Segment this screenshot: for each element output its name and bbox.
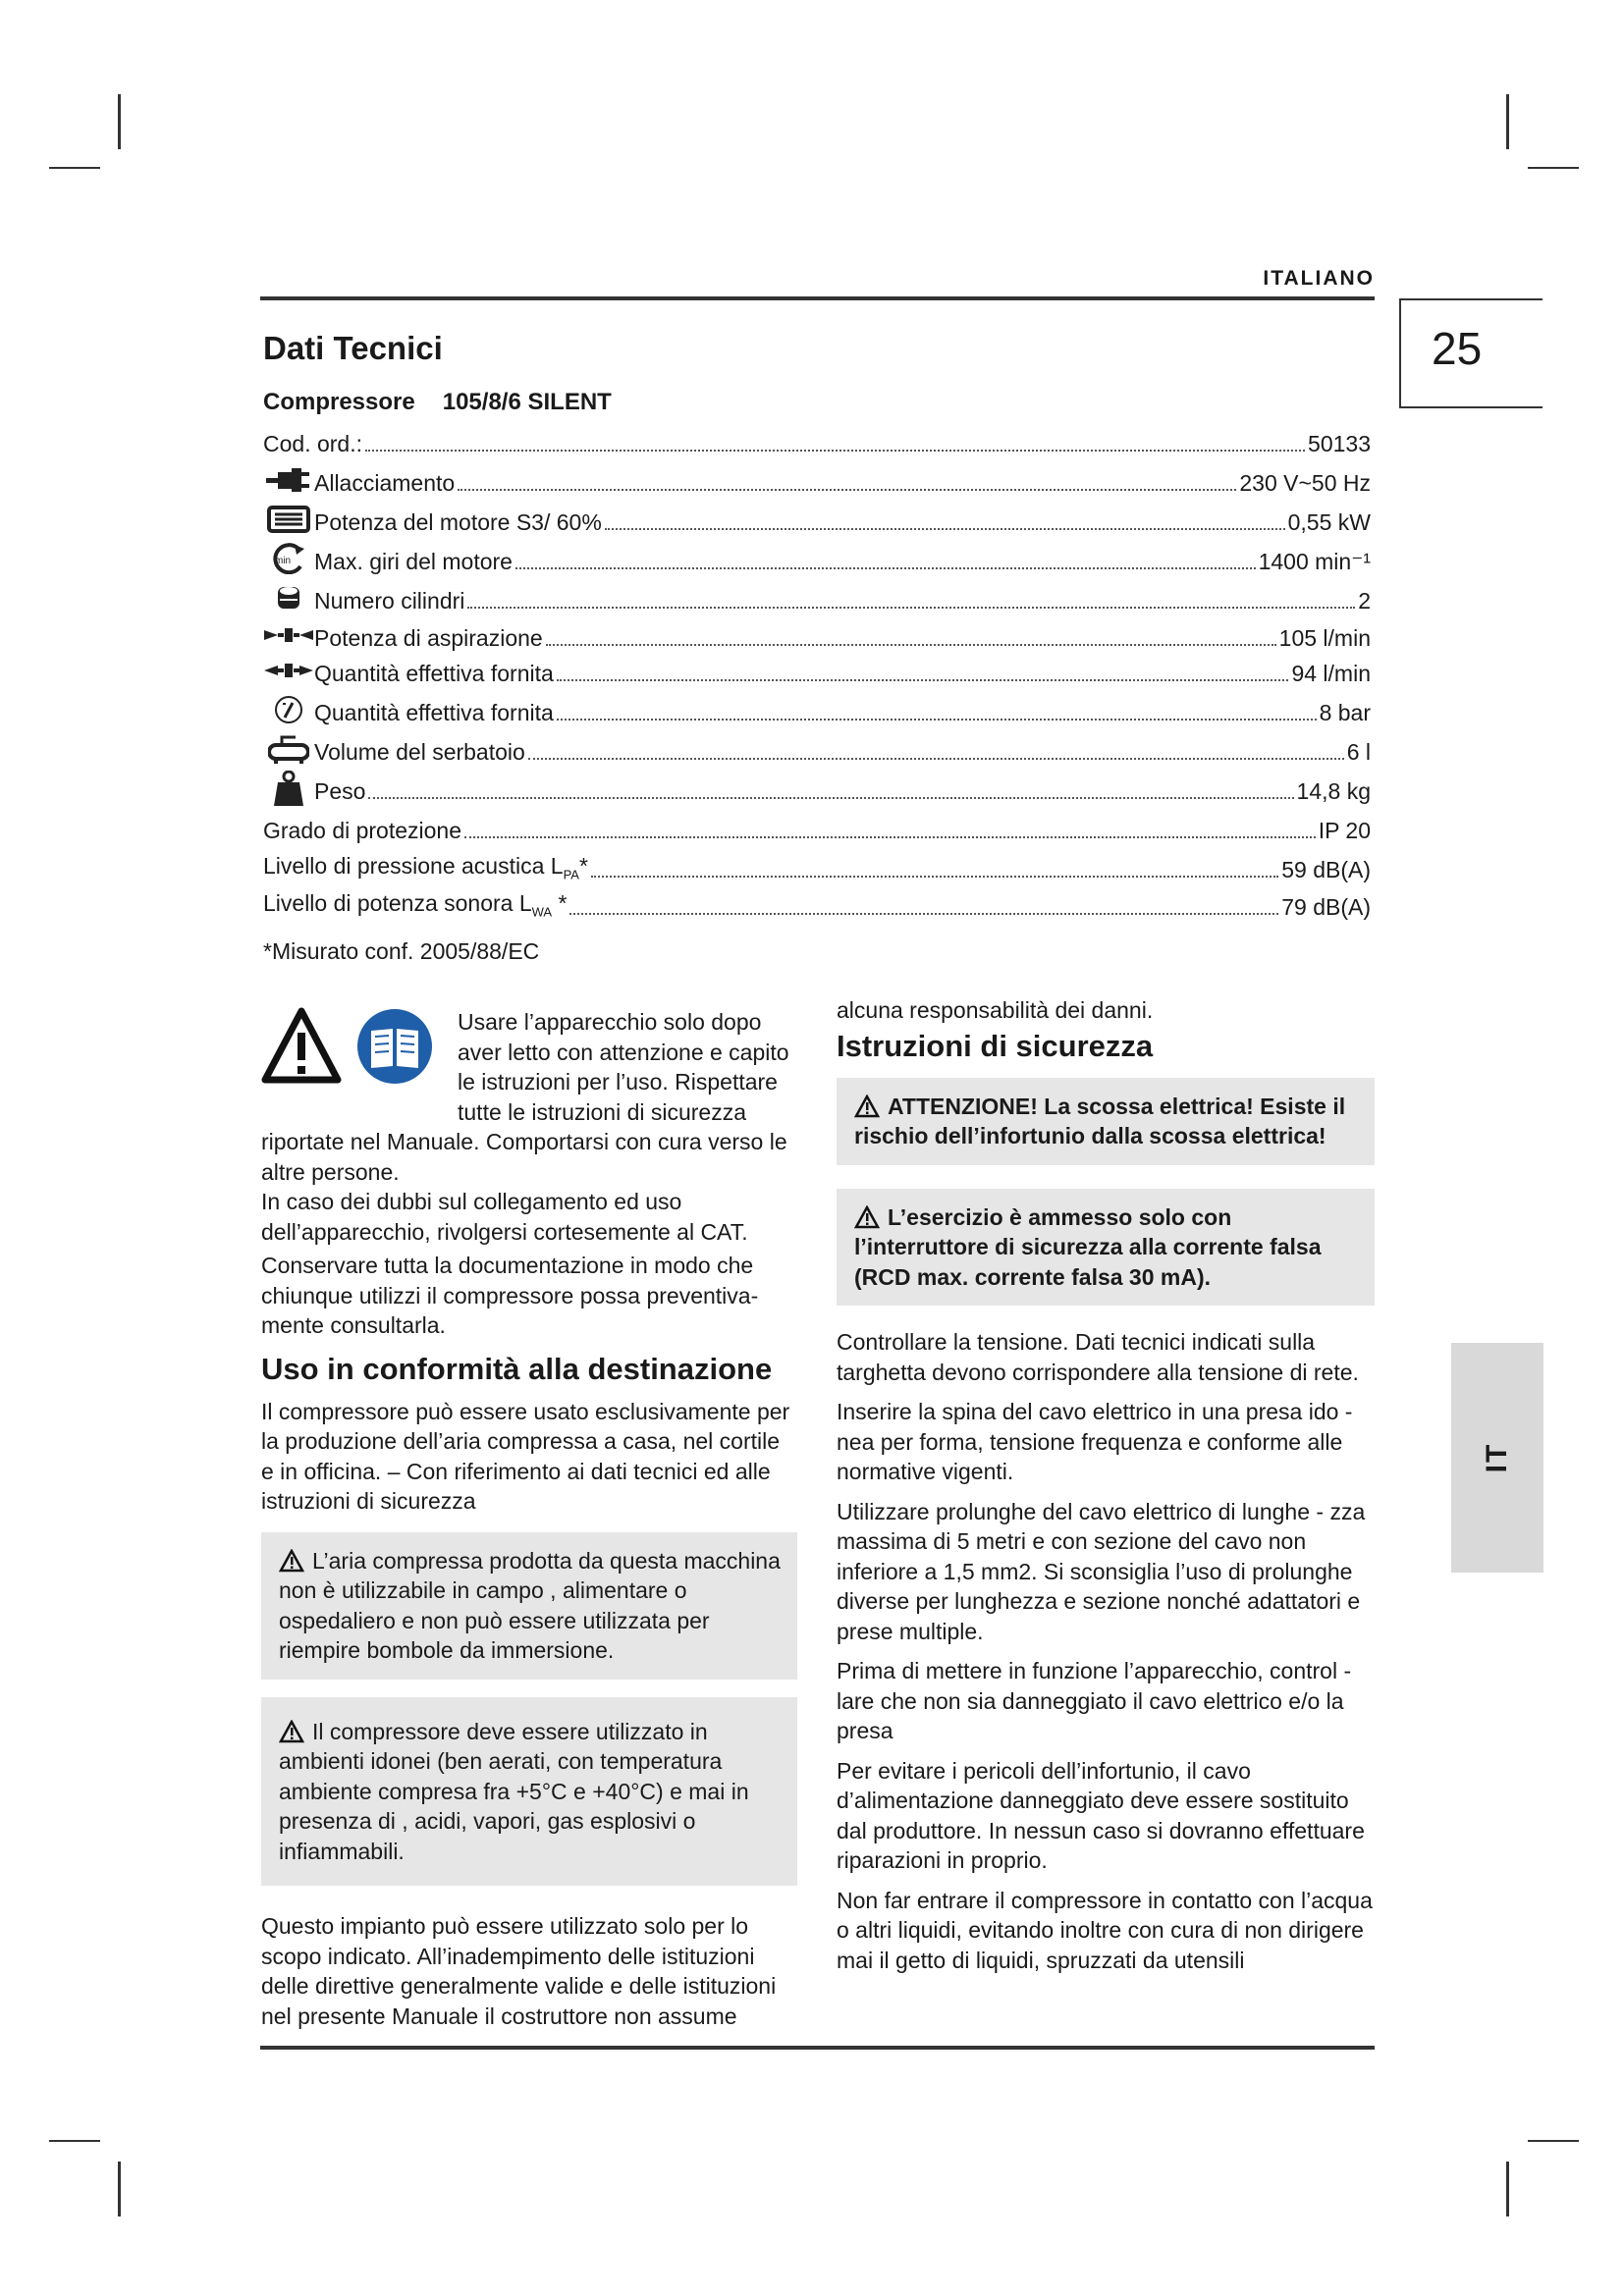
model-value: 105/8/6 SILENT — [442, 389, 612, 415]
spec-label-suffix: * — [552, 890, 568, 917]
spec-value: 105 l/min — [1278, 625, 1371, 651]
spec-label-text: Livello di potenza sonora L — [263, 890, 532, 917]
spec-footnote: *Misurato conf. 2005/88/EC — [263, 938, 540, 964]
spec-row — [263, 693, 1371, 724]
spec-row — [263, 542, 1371, 573]
plug-icon — [263, 465, 314, 495]
spec-label — [263, 855, 588, 881]
spec-label: Max. giri del motore — [314, 549, 513, 574]
language-label: ITALIANO — [1263, 267, 1375, 290]
spec-label-subscript: WA — [531, 905, 553, 920]
output-icon — [263, 656, 314, 685]
spec-value: 50133 — [1308, 431, 1371, 456]
model-line — [263, 389, 639, 416]
spec-label: Allacciamento — [314, 470, 456, 496]
spec-row — [263, 424, 1371, 455]
intro-block — [261, 1007, 797, 1341]
intro-paragraph: In caso dei dubbi sul collegamento ed uso dell’apparecchio, rivolgersi cortesemente al CAT. — [261, 1189, 748, 1245]
warning-triangle-icon — [854, 1095, 880, 1118]
warning-box — [261, 1532, 797, 1680]
rpm-icon — [263, 544, 314, 573]
warning-triangle-icon — [854, 1205, 880, 1229]
dot-leader — [515, 566, 1256, 569]
spec-row — [263, 850, 1371, 881]
intended-use-paragraph: Il compressore può essere usato esclusivamente per la produzione dell’aria compressa a casa, nel cortile e in officina. – Con riferimento ai dati tecnici ed alle istruzioni di sicurezza — [261, 1398, 790, 1515]
spec-label-suffix: * — [578, 853, 588, 880]
intro-icons — [261, 1007, 452, 1101]
warning-triangle-icon — [279, 1720, 304, 1743]
warning-text: L’aria compressa prodotta da questa macchina non è utilizzabile in campo , alimentare o ospedaliero e non può essere utilizzata per riempire bombole da immersione. — [279, 1547, 781, 1664]
safety-paragraph: Per evitare i pericoli dell’infortunio, il cavo d’alimentazione danneggiato deve essere sostituito dal produttore. In nessun caso si dovranno effettuare riparazioni in proprio. — [837, 1757, 1365, 1874]
spec-row — [263, 732, 1371, 764]
spec-value: 94 l/min — [1291, 661, 1371, 686]
spec-value: 8 bar — [1319, 700, 1371, 725]
warning-text: Il compressore deve essere utilizzato in ambienti idonei (ben aerati, con temperatura ambiente compresa fra +5°C e +40°C) e mai in presenza di , acidi, vapori, gas esplosivi o infiammabili. — [279, 1718, 749, 1864]
spec-value: 79 dB(A) — [1281, 894, 1371, 920]
intro-paragraph: Conservare tutta la documentazione in modo che chiunque utilizzi il compressore possa preventiva-mente consultarla. — [261, 1253, 759, 1338]
page-number: 25 — [1432, 323, 1483, 374]
spec-label: Quantità effettiva fornita — [314, 700, 554, 725]
spec-row — [263, 503, 1371, 534]
spec-row — [263, 811, 1371, 842]
spec-label: Peso — [314, 778, 366, 804]
specs-title: Dati Tecnici — [263, 330, 443, 366]
warning-box — [837, 1189, 1375, 1307]
spec-value: 59 dB(A) — [1281, 857, 1371, 882]
warning-triangle-icon — [261, 1007, 342, 1084]
spec-row — [263, 581, 1371, 613]
crop-mark — [1528, 2140, 1579, 2142]
safety-paragraph: Utilizzare prolunghe del cavo elettrico di lunghe - zza massima di 5 metri e con sezione del cavo non inferiore a 1,5 mm2. Si sconsiglia l’uso di prolunghe diverse per lunghezza e sezione nonché adattatori e prese multiple. — [837, 1498, 1366, 1644]
crop-mark — [1506, 94, 1509, 149]
spec-row — [263, 654, 1371, 685]
crop-mark — [1506, 2162, 1509, 2216]
safety-paragraph: Prima di mettere in funzione l’apparecchio, control - lare che non sia danneggiato il cavo elettrico e/o la presa — [837, 1658, 1352, 1744]
spec-row — [263, 463, 1371, 495]
spec-label: Potenza del motore S3/ 60% — [314, 509, 602, 535]
footer-rule — [260, 2046, 1375, 2050]
crop-mark — [118, 94, 121, 149]
spec-value: IP 20 — [1318, 818, 1371, 843]
spec-label — [263, 892, 567, 919]
safety-paragraph: Non far entrare il compressore in contatto con l’acqua o altri liquidi, evitando inoltre con cura di non dirigere mai il getto di liquidi, spruzzati da utensili — [837, 1887, 1373, 1973]
spec-label: Quantità effettiva fornita — [314, 661, 554, 686]
dot-leader — [467, 606, 1355, 609]
safety-paragraph: Controllare la tensione. Dati tecnici indicati sulla targhetta devono corrispondere alla tensione di rete. — [837, 1329, 1359, 1385]
spec-label-text: Livello di pressione acustica L — [263, 853, 564, 880]
weight-icon — [263, 774, 314, 803]
spec-value: 230 V~50 Hz — [1239, 470, 1371, 496]
spec-row — [263, 618, 1371, 650]
spec-value: 1400 min⁻¹ — [1258, 549, 1371, 574]
section-heading-safety: Istruzioni di sicurezza — [837, 1028, 1154, 1063]
closing-paragraph: Questo impianto può essere utilizzato solo per lo scopo indicato. All’inadempimento delle istituzioni delle direttive generalmente valide e delle istituzioni nel presente Manuale il costruttore non assume — [261, 1913, 777, 2029]
cylinder-icon — [263, 583, 314, 613]
spec-label: Volume del serbatoio — [314, 739, 525, 765]
spec-value: 0,55 kW — [1287, 509, 1371, 535]
spec-value: 2 — [1358, 588, 1371, 614]
dot-leader — [605, 527, 1285, 530]
dot-leader — [458, 488, 1236, 491]
crop-mark — [49, 2140, 100, 2142]
dot-leader — [591, 875, 1278, 878]
warning-text: ATTENZIONE! La scossa elettrica! Esiste il rischio dell’infortunio dalla scossa elettrica! — [854, 1093, 1346, 1149]
intro-paragraph: Usare l’apparecchio solo dopo aver letto con attenzione e capito le istruzioni per l’uso. Rispettare tutte le istruzioni di sicurezza riportate nel Manuale. Comportarsi con cura verso le altre persone. — [261, 1009, 789, 1185]
dot-leader — [464, 835, 1316, 838]
spec-label: Grado di protezione — [263, 818, 462, 843]
warning-triangle-icon — [279, 1549, 304, 1573]
dot-leader — [528, 757, 1344, 760]
read-manual-icon — [355, 1007, 434, 1086]
dot-leader — [557, 678, 1289, 681]
pressure-gauge-icon — [263, 695, 314, 724]
warning-box — [261, 1697, 797, 1887]
intake-icon — [263, 620, 314, 650]
tank-icon — [263, 734, 314, 764]
left-column — [261, 1007, 797, 2041]
section-heading-intended-use: Uso in conformità alla destinazione — [261, 1351, 773, 1386]
spec-label-subscript: PA — [563, 868, 579, 882]
side-tab-label: IT — [1481, 1442, 1513, 1473]
dot-leader — [569, 912, 1278, 915]
spec-row — [263, 772, 1371, 803]
spec-row — [263, 887, 1371, 919]
continuation-paragraph: alcuna responsabilità dei danni. — [837, 997, 1154, 1023]
crop-mark — [1528, 167, 1579, 169]
svg-text:min: min — [275, 556, 292, 566]
model-label: Compressore — [263, 389, 415, 415]
crop-mark — [118, 2162, 121, 2216]
header-rule — [260, 296, 1375, 300]
dot-leader — [368, 796, 1293, 799]
language-side-tab — [1451, 1343, 1543, 1573]
spec-value: 6 l — [1346, 739, 1371, 765]
spec-label: Potenza di aspirazione — [314, 625, 543, 651]
dot-leader — [557, 718, 1317, 721]
warning-text: L’esercizio è ammesso solo con l’interruttore di sicurezza alla corrente falsa (RCD max. corrente falsa 30 mA). — [854, 1203, 1322, 1290]
safety-paragraph: Inserire la spina del cavo elettrico in una presa ido - nea per forma, tensione frequenza e conforme alle normative vigenti. — [837, 1399, 1353, 1485]
warning-box — [837, 1078, 1375, 1165]
dot-leader — [546, 643, 1276, 646]
right-column — [837, 995, 1375, 1985]
spec-label: Cod. ord.: — [263, 431, 362, 456]
spec-label: Numero cilindri — [314, 588, 465, 614]
dot-leader — [365, 449, 1305, 452]
crop-mark — [49, 167, 100, 169]
spec-value: 14,8 kg — [1296, 778, 1371, 804]
motor-icon — [263, 505, 314, 534]
